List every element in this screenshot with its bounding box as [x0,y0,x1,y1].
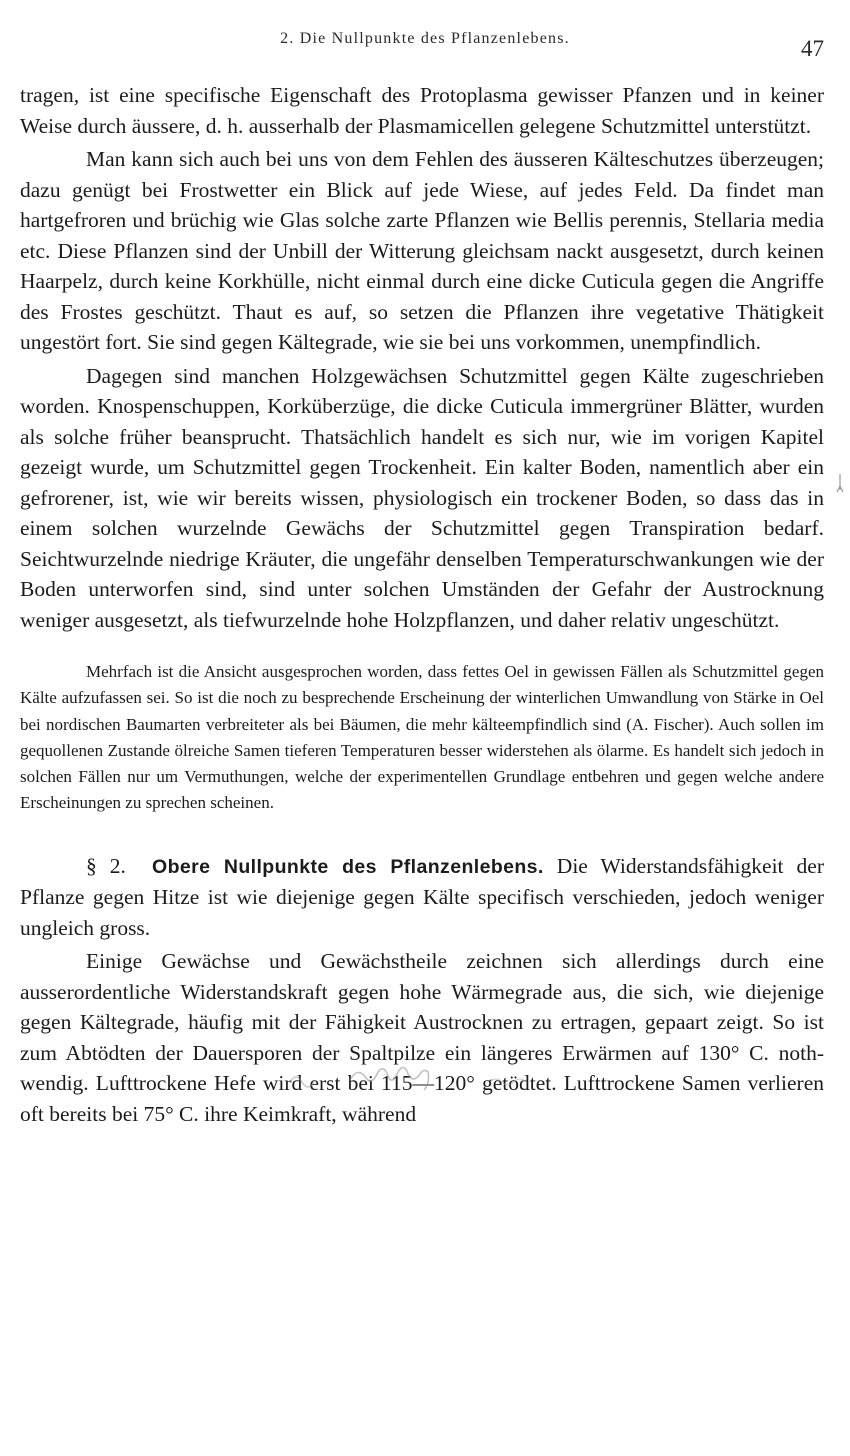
paragraph-woody-plants: Dagegen sind manchen Holzgewächsen Schutzmittel gegen Kälte zugeschrieben worden. Knospenschuppen, Korküberzüge, die dicke Cuticula immergrüner Blätter, wurden als solche früher beansprucht. Thatsächlich handelt es sich nur, wie im vorigen Kapitel gezeigt wurde, um Schutzmittel gegen Trockenheit. Ein kalter Boden, namentlich aber ein gefrorener, ist, wie wir bereits wissen, physiologisch ein trockener Boden, so dass das in einem solchen wurzelnde Gewächs der Schutzmittel gegen Transpiration bedarf. Seichtwurzelnde niedrige Kräuter, die ungefähr denselben Temperaturschwankungen wie der Boden unterworfen sind, sind unter solchen Umständen der Gefahr der Austrocknung weniger ausgesetzt, als tiefwurzelnde hohe Holzpflanzen, und daher relativ ungeschützt. [20,363,824,632]
paragraph-frost-exposure: Man kann sich auch bei uns von dem Fehlen des äusseren Kälteschutzes überzeugen; dazu genügt bei Frostwetter ein Blick auf jede Wiese, auf jedes Feld. Da findet man hartgefroren und brüchig wie Glas solche zarte Pflanzen wie Bellis perennis, Stellaria media etc. Diese Pflanzen sind der Unbill der Witterung gleichsam nackt ausgesetzt, durch keinen Haarpelz, durch keine Korkhülle, nicht einmal durch eine dicke Cuticula gegen die Angriffe des Frostes geschützt. Thaut es auf, so setzen die Pflanzen ihre vegetative Thätigkeit ungestört fort. Sie sind gegen Kältegrade, wie sie bei uns vorkommen, unempfindlich. [20,147,824,354]
section-heading: Obere Nullpunkte des Pflanzenlebens. [152,855,544,878]
running-head: 2. Die Nullpunkte des Pflanzenlebens. [280,30,570,47]
page-body [20,80,824,1129]
section-lead-text: Die Widerstandsfähigkeit der Pflanze gegen Hitze ist wie diejenige gegen Kälte specifisch verschieden, jedoch weniger ungleich gross. [20,853,825,940]
paragraph-continuation: tragen, ist eine specifische Eigenschaft des Protoplasma gewisser Pfanzen und in keiner Weise durch äussere, d. h. ausserhalb der Plasmamicellen gelegene Schutzmittel unterstützt. [20,83,824,138]
page-number: 47 [801,36,824,61]
section-2-opening [20,851,824,944]
pencil-annotation [280,1052,580,1098]
section-mark: § 2. [86,853,126,878]
paragraph-heat-resistance: Einige Gewächse und Gewächstheile zeichnen sich allerdings durch eine ausserordentliche Widerstandskraft gegen hohe Wärmegrade aus, die sich, wie diejenige gegen Kältegrade, häufig mit der Fähigkeit Austrocknen zu ertragen, gepaart zeigt. So ist zum Abtödten der Dauersporen der Spaltpilze ein längeres Erwärmen auf 130° C. nothwendig. Lufttrockene Hefe wird erst bei 115—120° getödtet. Lufttrockene Samen verlieren oft bereits bei 75° C. ihre Keimkraft, während [20,949,824,1126]
footnote-oil-protection: Mehrfach ist die Ansicht ausgesprochen worden, dass fettes Oel in gewissen Fällen als Schutzmittel gegen Kälte aufzufassen sei. So ist die noch zu besprechende Erscheinung der winterlichen Umwandlung von Stärke in Oel bei nordischen Baumarten verbreiteter als bei Bäumen, die mehr kälteempfindlich sind (A. Fischer). Auch sollen im gequollenen Zustande ölreiche Samen tieferen Temperaturen besser widerstehen als ölarme. Es handelt sich jedoch in solchen Fällen nur um Vermuthungen, welche der experimentellen Grundlage entbehren und gegen welche andere Erscheinungen zu sprechen scheinen. [20,662,824,813]
margin-mark [834,472,846,512]
